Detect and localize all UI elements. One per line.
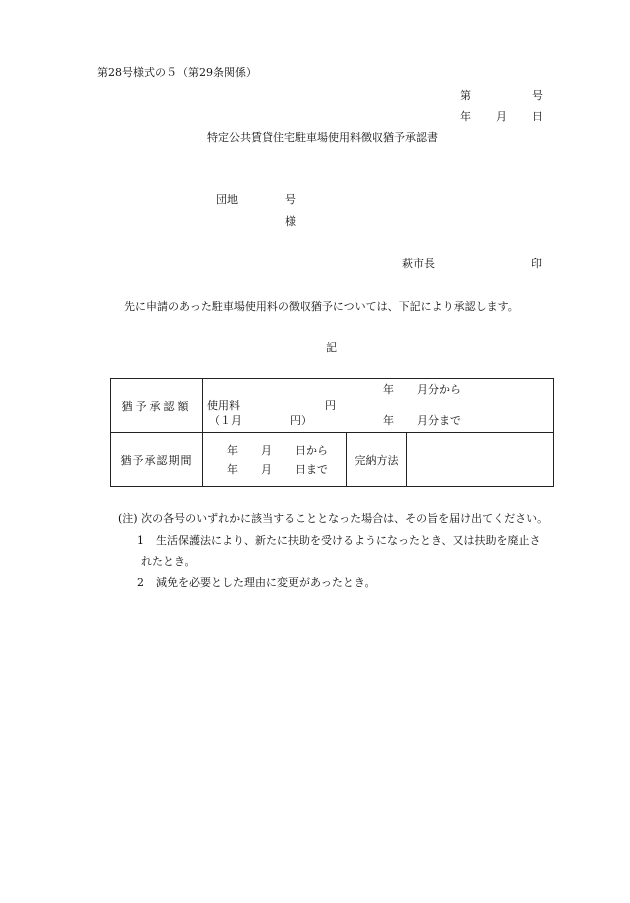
payment-method-label: 完納方法: [354, 453, 399, 467]
form-number: 第28号様式の５（第29条関係）: [97, 66, 257, 79]
notes-item1-line1: 生活保護法により、新たに扶助を受けるようになったとき、又は扶助を廃止さ: [156, 534, 541, 547]
payment-method-value-cell: [407, 433, 554, 487]
date-year: 年: [460, 110, 471, 123]
period-from-day: 日から: [295, 444, 328, 457]
row-label-period: [111, 433, 203, 487]
number-label-dai: 第: [460, 89, 471, 102]
monthly-close: 円）: [290, 414, 312, 427]
notes-item2-text: 減免を必要とした理由に変更があったとき。: [156, 576, 376, 589]
notes-item1-line2: れたとき。: [141, 555, 196, 568]
notes-item2-num: 2: [137, 576, 144, 589]
yen-label: 円: [325, 399, 336, 412]
document-title: 特定公共賃貸住宅駐車場使用料徴収猶予承認書: [207, 131, 438, 144]
addressee-sama: 様: [285, 215, 296, 228]
row1-label: 猶予承認額: [121, 399, 192, 413]
payment-method-label-cell: [347, 433, 407, 487]
row-label-amount: [111, 379, 203, 433]
number-label-go: 号: [532, 89, 543, 102]
issuer-name: 萩市長: [402, 257, 435, 270]
fee-label: 使用料: [207, 399, 240, 412]
ki-label: 記: [326, 341, 337, 354]
period-to-year: 年: [227, 463, 238, 476]
notes-intro: (注) 次の各号のいずれかに該当することとなった場合は、その旨を届け出てください。: [118, 512, 549, 525]
table-row-period: [111, 433, 554, 487]
table-row-amount: [111, 379, 554, 433]
date-day: 日: [532, 110, 543, 123]
period-cell: [203, 433, 347, 487]
amount-cell: [203, 379, 554, 433]
approval-table: [110, 378, 554, 487]
from-month: 月分から: [417, 383, 461, 396]
monthly-open: （１月: [209, 414, 242, 427]
addressee-go: 号: [285, 193, 296, 206]
body-text: 先に申請のあった駐車場使用料の徴収猶予については、下記により承認します。: [124, 300, 519, 313]
period-to-day: 日まで: [295, 463, 328, 476]
to-month: 月分まで: [417, 414, 461, 427]
period-from-month: 月: [261, 444, 272, 457]
to-year: 年: [383, 414, 394, 427]
addressee-danchi: 団地: [216, 193, 238, 206]
notes-item1-num: 1: [137, 534, 144, 547]
from-year: 年: [383, 383, 394, 396]
row2-label: 猶予承認期間: [120, 453, 193, 467]
period-from-year: 年: [227, 444, 238, 457]
date-month: 月: [496, 110, 507, 123]
issuer-seal: 印: [531, 257, 542, 270]
period-to-month: 月: [261, 463, 272, 476]
